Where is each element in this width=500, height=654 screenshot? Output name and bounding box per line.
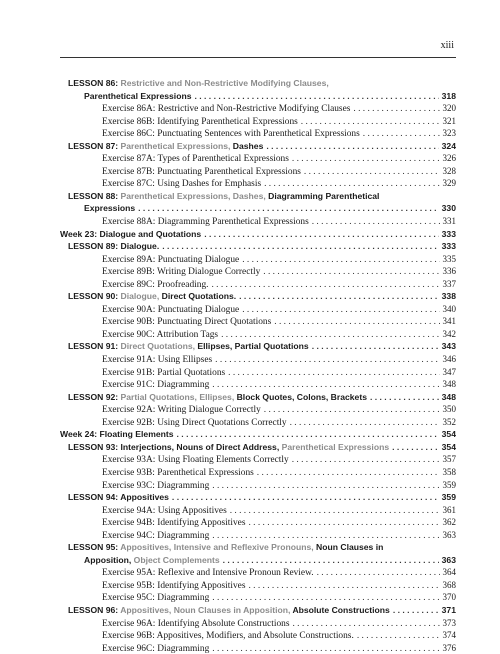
toc-entry-title: Exercise 91B: Partial Quotations [102,367,226,378]
dot-leader [248,580,439,592]
page-number: xiii [440,40,454,51]
toc-entry-title [68,491,169,504]
toc-entry-page: 347 [442,366,456,377]
toc-entry-l92 [60,391,456,404]
toc-entry-title: Exercise 96A: Identifying Absolute Constructions [102,618,290,629]
toc-entry-l91 [60,340,456,353]
toc-entry-page: 363 [441,554,456,565]
toc-entry-title [68,604,390,617]
toc-entry-l87 [60,140,456,153]
toc-entry-title: Exercise 92B: Using Direct Quotations Correctly [102,417,287,428]
toc-entry-e91b [60,366,456,379]
toc-entry-e95c [60,591,456,604]
toc-entry-page: 338 [441,291,456,302]
toc-entry-page: 348 [441,391,456,402]
dot-leader [138,202,439,215]
new-topic-text: LESSON 87: [68,140,121,151]
toc-entry-title: Exercise 95A: Reflexive and Intensive Pronoun Review. [102,568,314,579]
new-topic-text: LESSON 91: [68,341,121,352]
toc-entry-page: 323 [442,128,456,139]
new-topic-text: LESSON 92: [68,391,121,402]
new-topic-text: LESSON 88: [68,190,121,201]
toc-entry-page: 368 [442,579,456,590]
toc-entry-title: Exercise 95B: Identifying Appositives [102,580,246,591]
toc-entry-e92b [60,416,456,429]
new-topic-text: LESSON 90: [68,291,121,302]
toc-entry-e93a [60,453,456,466]
dot-leader [292,153,440,165]
toc-entry-page: 364 [442,567,456,578]
toc-entry-e92a [60,403,456,416]
toc-entry-title: Exercise 94B: Identifying Appositives [102,518,246,529]
toc-entry-w23 [60,228,456,241]
toc-entry-l96 [60,604,456,617]
toc-entry-page: 357 [442,454,456,465]
toc-entry-page: 340 [442,303,456,314]
toc-entry-page: 324 [441,140,456,151]
dot-leader [357,630,440,642]
toc-entry-l93 [60,441,456,454]
new-topic-text: Block Quotes, Colons, Brackets [236,391,367,402]
dot-leader [211,279,439,291]
toc-entry-title: Exercise 91C: Diagramming [102,380,210,391]
toc-entry-e87c [60,177,456,190]
new-topic-text: LESSON 93: Interjections, Nouns of Direct Address, [68,441,282,452]
toc-entry-title: Exercise 89A: Punctuating Dialogue [102,254,240,265]
dot-leader [370,391,439,404]
toc-entry-page: 350 [442,404,456,415]
dot-leader [204,228,438,241]
toc-entry-e90c [60,328,456,341]
dot-leader [223,554,439,567]
toc-entry-e86c [60,127,456,140]
toc-entry-e90a [60,303,456,316]
dot-leader [301,116,440,128]
toc-entry-title: Exercise 86C: Punctuating Sentences with Parenthetical Expressions [102,129,360,140]
new-topic-text: LESSON 96: [68,604,121,615]
toc-entry-title [84,90,191,103]
dot-leader [257,467,440,479]
toc-entry-l86b [60,90,456,103]
toc-entry-e94b [60,516,456,529]
toc-entry-title [68,391,367,404]
toc-entry-page: 358 [442,466,456,477]
toc-entry-page: 359 [442,479,456,490]
review-topic-text: Appositives, Noun Clauses in Apposition, [120,604,293,615]
toc-entry-title: Exercise 90C: Attribution Tags [102,329,219,340]
dot-leader [177,428,439,441]
review-topic-text: Direct Quotations, [120,341,198,352]
new-topic-text: LESSON 86: [68,78,121,88]
dot-leader [212,643,439,654]
toc-entry-page: 348 [442,379,456,390]
dot-leader [172,491,439,504]
toc-entry-page: 328 [442,165,456,176]
toc-entry-l89 [60,240,456,253]
toc-entry-e91c [60,378,456,391]
toc-entry-title [68,290,236,303]
toc-entry-page: 376 [442,642,456,653]
toc-entry-title: Exercise 96B: Appositives, Modifiers, and Absolute Constructions. [102,631,354,642]
dot-leader [274,316,439,328]
new-topic-text: Diagramming Parenthetical [268,190,380,201]
toc-entry-page: 341 [442,316,456,327]
toc-entry-e87a [60,152,456,165]
new-topic-text: Absolute Constructions [292,604,390,615]
dot-leader [212,480,439,492]
review-topic-text: Partial Quotations, Ellipses, [120,391,237,402]
toc-entry-title: Exercise 95C: Diagramming [102,593,210,604]
toc-entry-title: Exercise 89B: Writing Dialogue Correctly [102,267,261,278]
new-topic-text: Apposition, [84,554,134,565]
review-topic-text: Object Complements [133,554,220,565]
toc-entry-page: 335 [442,253,456,264]
toc-entry-title [68,240,159,253]
dot-leader [194,90,438,103]
toc-entry-title: Exercise 89C: Proofreading. [102,279,209,290]
toc-entry-e88a [60,215,456,228]
dot-leader [392,441,439,454]
toc-entry-page: 326 [442,153,456,164]
dot-leader [264,404,440,416]
toc-entry-title [68,190,379,203]
new-topic-text: LESSON 94: Appositives [68,492,169,503]
toc-entry-e94a [60,504,456,517]
dot-leader [290,417,440,429]
toc-entry-title: Exercise 93A: Using Floating Elements Correctly [102,455,289,466]
review-topic-text: Parenthetical Expressions, [120,140,233,151]
dot-leader [292,618,439,630]
toc-entry-title: Exercise 91A: Using Ellipses [102,355,213,366]
toc-entry-l88a [60,190,456,203]
toc-entry-e87b [60,165,456,178]
toc-entry-page: 330 [441,203,456,214]
toc-entry-page: 362 [442,517,456,528]
toc-entry-e93b [60,466,456,479]
toc-entry-title [68,441,389,454]
toc-entry-page: 374 [442,630,456,641]
toc-entry-l88b [60,202,456,215]
toc-entry-page: 370 [442,592,456,603]
dot-leader [264,178,439,190]
toc-entry-e90b [60,315,456,328]
dot-leader [228,367,439,379]
toc-entry-title: Exercise 96C: Diagramming [102,643,210,654]
review-topic-text: Parenthetical Expressions, Dashes, [120,190,269,201]
toc-entry-page: 359 [441,492,456,503]
toc-entry-w24 [60,428,456,441]
toc-entry-e95a [60,566,456,579]
toc-entry-l95a [60,541,456,554]
toc-entry-e89a [60,253,456,266]
toc-entry-page: 361 [442,504,456,515]
toc-entry-page: 371 [441,604,456,615]
toc-entry-page: 337 [442,278,456,289]
toc-entry-title: Exercise 88A: Diagramming Parenthetical Expressions [102,217,309,228]
dot-leader [239,290,439,303]
toc-entry-title [68,77,329,90]
toc-entry-title: Exercise 87A: Types of Parenthetical Expressions [102,154,289,165]
toc-entry-title [68,541,383,554]
toc-entry-title: Exercise 94A: Using Appositives [102,505,227,516]
new-topic-text: Direct Quotations. [161,291,237,302]
toc-entry-e96b [60,629,456,642]
new-topic-text: Expressions [84,203,136,214]
dot-leader [212,592,439,604]
dot-leader [242,304,439,316]
dot-leader [212,379,439,391]
new-topic-text: Ellipses, Partial Quotations [197,341,309,352]
toc-entry-title: Exercise 87C: Using Dashes for Emphasis [102,179,262,190]
toc-entry-e94c [60,529,456,542]
dot-leader [266,140,438,153]
toc-entry-e91a [60,353,456,366]
header-rule [60,57,456,58]
table-of-contents [60,77,456,654]
toc-entry-page: 352 [442,416,456,427]
toc-entry-title: Exercise 86B: Identifying Parenthetical Expressions [102,116,298,127]
dot-leader [212,530,439,542]
toc-entry-title [84,202,135,215]
toc-entry-title: Week 23: Dialogue and Quotations [60,228,202,239]
toc-entry-e86b [60,115,456,128]
toc-entry-e89c [60,278,456,291]
toc-entry-page: 333 [441,228,456,239]
toc-entry-title: Exercise 94C: Diagramming [102,530,210,541]
toc-entry-e95b [60,579,456,592]
toc-entry-title [68,140,263,153]
toc-entry-page: 343 [441,341,456,352]
new-topic-text: LESSON 89: Dialogue. [68,241,160,252]
dot-leader [230,505,440,517]
dot-leader [162,240,438,253]
new-topic-text: Parenthetical Expressions [84,90,192,101]
toc-entry-page: 342 [442,328,456,339]
toc-entry-title: Exercise 92A: Writing Dialogue Correctly [102,405,261,416]
toc-entry-e96a [60,617,456,630]
toc-entry-page: 373 [442,617,456,628]
toc-entry-page: 346 [442,354,456,365]
toc-entry-page: 336 [442,266,456,277]
toc-entry-page: 331 [442,216,456,227]
dot-leader [353,103,439,115]
dot-leader [263,266,439,278]
dot-leader [304,166,440,178]
toc-entry-e96c [60,642,456,654]
dot-leader [292,454,440,466]
toc-entry-title [84,554,220,567]
new-topic-text: Dashes [232,140,264,151]
new-topic-text: Noun Clauses in [316,542,384,553]
toc-entry-title: Exercise 87B: Punctuating Parenthetical Expressions [102,166,301,177]
toc-entry-page: 320 [442,103,456,114]
dot-leader [312,216,440,228]
review-topic-text: Restrictive and Non-Restrictive Modifying Clauses, [120,78,329,88]
review-topic-text: Dialogue, [120,291,162,302]
toc-entry-l90 [60,290,456,303]
dot-leader [317,567,440,579]
dot-leader [221,329,439,341]
toc-entry-e89b [60,265,456,278]
toc-entry-e93c [60,479,456,492]
toc-entry-page: 318 [441,90,456,101]
toc-entry-page: 363 [442,529,456,540]
dot-leader [363,128,440,140]
review-topic-text: Appositives, Intensive and Reflexive Pronouns, [120,542,317,553]
toc-entry-title [68,340,309,353]
dot-leader [242,254,439,266]
toc-entry-title: Exercise 90B: Punctuating Direct Quotations [102,317,272,328]
toc-entry-l86a [60,77,456,90]
dot-leader [312,340,439,353]
toc-entry-l94 [60,491,456,504]
toc-entry-title: Exercise 93B: Parenthetical Expressions [102,467,254,478]
toc-entry-l95b [60,554,456,567]
toc-entry-title: Exercise 86A: Restrictive and Non-Restrictive Modifying Clauses [102,104,351,115]
toc-entry-title: Exercise 93C: Diagramming [102,480,210,491]
toc-entry-page: 333 [441,241,456,252]
review-topic-text: Parenthetical Expressions [281,441,390,452]
toc-entry-title: Week 24: Floating Elements [60,429,174,440]
toc-entry-title: Exercise 90A: Punctuating Dialogue [102,304,240,315]
toc-entry-page: 354 [441,429,456,440]
toc-entry-page: 354 [441,441,456,452]
dot-leader [215,354,439,366]
toc-entry-e86a [60,102,456,115]
new-topic-text: LESSON 95: [68,542,121,553]
toc-entry-page: 329 [442,178,456,189]
toc-entry-page: 321 [442,115,456,126]
dot-leader [393,604,439,617]
dot-leader [248,517,439,529]
